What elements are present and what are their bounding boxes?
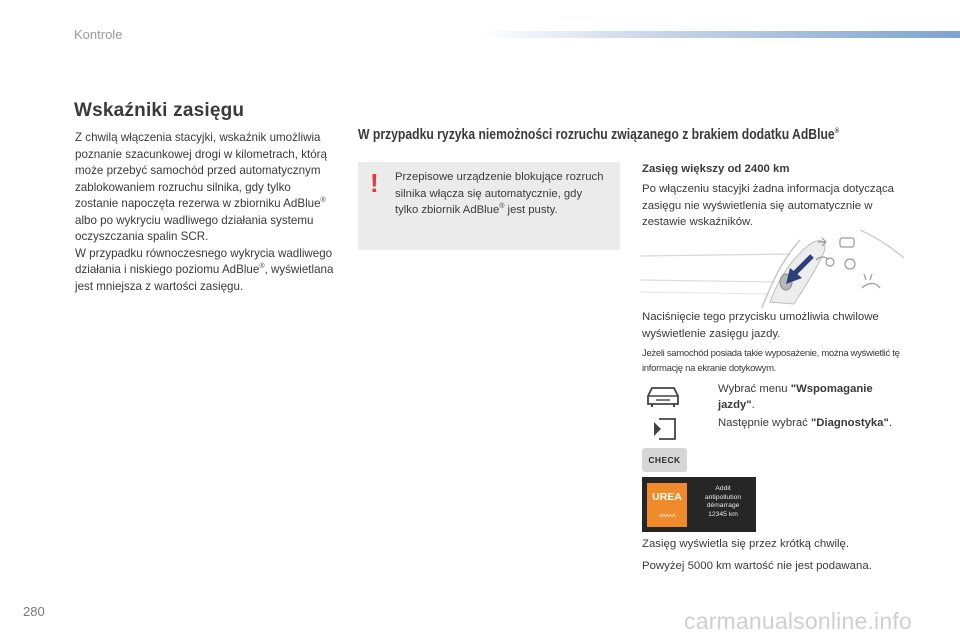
display-line: démarrage xyxy=(706,502,740,509)
touchscreen-note: Jeżeli samochód posiada takie wyposażenie, można wyświetlić tę informację na ekranie dotykowym. xyxy=(642,348,900,374)
button-explanation: Naciśnięcie tego przycisku umożliwia chwilowe wyświetlenie zasięgu jazdy. xyxy=(642,311,879,340)
page-number: 280 xyxy=(23,604,45,619)
step-2-text xyxy=(718,415,908,431)
header-bar xyxy=(480,31,960,38)
urea-warning-badge xyxy=(647,483,687,527)
warning-exclamation-icon: ! xyxy=(370,168,379,198)
warning-text-body: Przepisowe urządzenie blokujące rozruch silnika włącza się automatycznie, gdy tylko zbiornik AdBlue xyxy=(395,171,604,216)
step-1-menu-name: "Wspomaganie jazdy" xyxy=(718,383,873,411)
step-1-prefix: Wybrać menu xyxy=(718,383,791,395)
step-2-menu-name: "Diagnostyka" xyxy=(810,417,889,429)
stalk-button-photo xyxy=(640,230,904,308)
intro-paragraph xyxy=(75,130,337,246)
section-title xyxy=(358,127,845,143)
intro-text-end: albo po wykryciu wadliwego działania systemu oczyszczania spalin SCR. xyxy=(75,213,314,243)
warning-text xyxy=(395,169,605,219)
registered-mark: ® xyxy=(499,203,505,211)
range-subheading: Zasięg większy od 2400 km xyxy=(642,163,790,175)
second-text-end: , wyświetlana jest mniejsza z wartości zasięgu. xyxy=(75,263,334,293)
step-1-suffix: . xyxy=(751,399,755,411)
warning-box xyxy=(358,162,620,250)
urea-wave-icon: ^^^^^ xyxy=(658,513,676,522)
second-text: W przypadku równoczesnego wykrycia wadliwego działania i niskiego poziomu AdBlue xyxy=(75,246,333,276)
registered-mark: ® xyxy=(320,197,326,205)
display-line: antipollution xyxy=(704,493,742,501)
car-driving-aid-icon xyxy=(642,383,684,409)
intro-text: Z chwilą włączenia stacyjki, wskaźnik umożliwia poznanie szacunkowej drogi w kilometrach, którą może przebyć samochód przed automatycznym zablokowaniem rozruchu silnika, gdy tylko zostanie napoczęta rezerwa w zbiorniku AdBlue xyxy=(75,131,327,210)
display-line: 12345 km xyxy=(708,510,738,518)
registered-mark: ® xyxy=(259,263,265,271)
step-2-prefix: Następnie wybrać xyxy=(718,417,811,429)
step-2-suffix: . xyxy=(888,417,892,429)
display-message xyxy=(694,485,752,519)
warning-text-end: jest pusty. xyxy=(504,204,558,216)
range-paragraph: Po włączeniu stacyjki żadna informacja dotycząca zasięgu nie wyświetlenia się automatycznie w zestawie wskaźników. xyxy=(642,183,894,228)
section-title-text: W przypadku ryzyka niemożności rozruchu związanego z brakiem dodatku AdBlue xyxy=(358,127,835,143)
check-button: CHECK xyxy=(642,448,687,472)
urea-label: UREA xyxy=(652,491,682,503)
display-duration-text: Zasięg wyświetla się przez krótką chwilę. xyxy=(642,538,850,550)
diagnostics-flag-icon xyxy=(642,415,684,443)
header-section-label: Kontrole xyxy=(74,27,123,42)
over-5000-text: Powyżej 5000 km wartość nie jest podawana. xyxy=(642,560,872,572)
registered-mark: ® xyxy=(834,128,840,136)
step-1-text xyxy=(718,381,908,413)
left-column-text xyxy=(75,130,337,295)
instrument-display xyxy=(642,477,756,532)
watermark: carmanualsonline.info xyxy=(684,608,912,634)
second-paragraph xyxy=(75,246,337,296)
display-line: Addit xyxy=(715,485,731,492)
page-title: Wskaźniki zasięgu xyxy=(74,100,245,121)
